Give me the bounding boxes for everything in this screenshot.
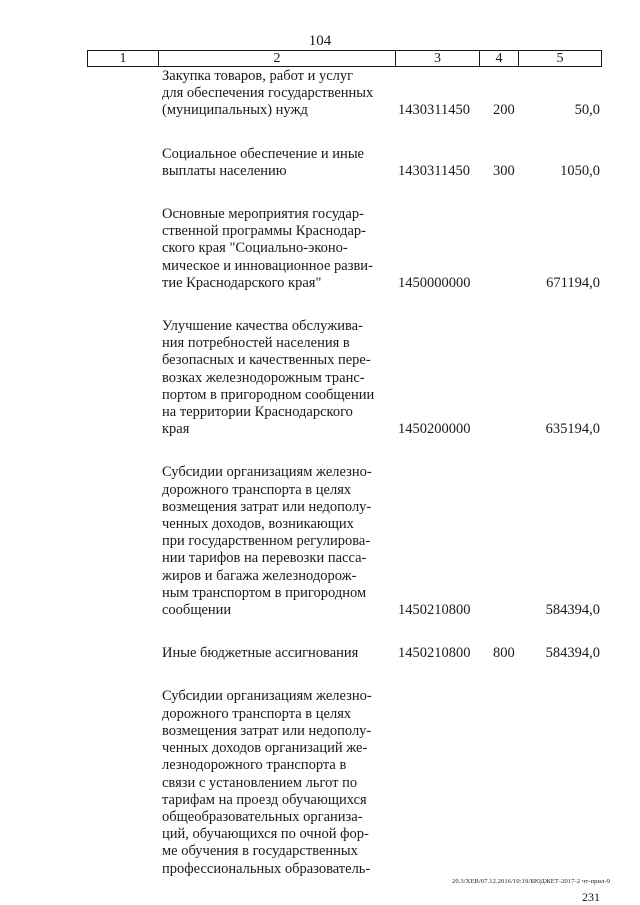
- row-amount: 671194,0: [546, 274, 600, 291]
- row-description: Основные мероприятия государ- ственной программы Краснодар- ского края "Социально-эконо- мическое и инновационное разви- тие Краснодарского края": [162, 206, 373, 291]
- table-row: [0, 688, 640, 877]
- column-header-table: [87, 50, 602, 67]
- row-code: 1430311450: [398, 162, 470, 179]
- footer-sheet-number: 231: [582, 890, 600, 904]
- table-row: [0, 318, 640, 438]
- row-description: Субсидии организациям железно- дорожного транспорта в целях возмещения затрат или недополу- ченных доходов, возникающих при государственном регулирова- нии тарифов на перевозки пасса- жиров и багажа железнодорож- ным транспортом в пригородном сообщении: [162, 464, 372, 619]
- row-code: 1450000000: [398, 274, 471, 291]
- column-header-row: [88, 51, 602, 67]
- column-header-5: 5: [519, 51, 602, 67]
- row-amount: 50,0: [574, 102, 600, 119]
- row-amount: 584394,0: [545, 602, 600, 619]
- row-description: Социальное обеспечение и иные выплаты населению: [162, 145, 364, 179]
- table-row: [0, 464, 640, 619]
- row-code: 1450200000: [398, 421, 471, 438]
- column-header-1: 1: [88, 51, 159, 67]
- row-amount: 1050,0: [560, 162, 600, 179]
- row-expense-type: 300: [493, 162, 515, 179]
- row-amount: 584394,0: [545, 645, 600, 662]
- table-row: [0, 645, 640, 662]
- row-expense-type: 800: [493, 645, 515, 662]
- row-amount: 635194,0: [545, 421, 600, 438]
- table-row: [0, 206, 640, 292]
- table-row: [0, 146, 640, 180]
- row-description: Закупка товаров, работ и услуг для обеспечения государственных (муниципальных) нужд: [162, 68, 374, 119]
- row-code: 1450210800: [398, 602, 471, 619]
- row-expense-type: 200: [493, 102, 515, 119]
- row-description: Субсидии организациям железно- дорожного транспорта в целях возмещения затрат или недополу- ченных доходов организаций же- лезнодорожного транспорта в связи с установлением льгот по тарифам на проезд обучающихся общеобразовательных организа- ций, обучающихся по очной фор- ме обучения в государственных профессиональных образователь-: [162, 688, 372, 877]
- row-description: Улучшение качества обслужива- ния потребностей населения в безопасных и качественных пере- возках железнодорожным транс- портом в пригородном сообщении на территории Краснодарского края: [162, 318, 375, 438]
- column-header-4: 4: [480, 51, 519, 67]
- row-description: Иные бюджетные ассигнования: [162, 645, 359, 662]
- column-header-2: 2: [159, 51, 396, 67]
- column-header-3: 3: [396, 51, 480, 67]
- table-row: [0, 68, 640, 120]
- footer-document-code: 20.3/ХЕВ/07.12.2016/10:19/БЮДЖЕТ-2017-2 чт-прил-9: [451, 878, 610, 885]
- page-number: 104: [308, 33, 332, 49]
- row-code: 1430311450: [398, 102, 470, 119]
- row-code: 1450210800: [398, 645, 471, 662]
- budget-rows: [0, 68, 640, 878]
